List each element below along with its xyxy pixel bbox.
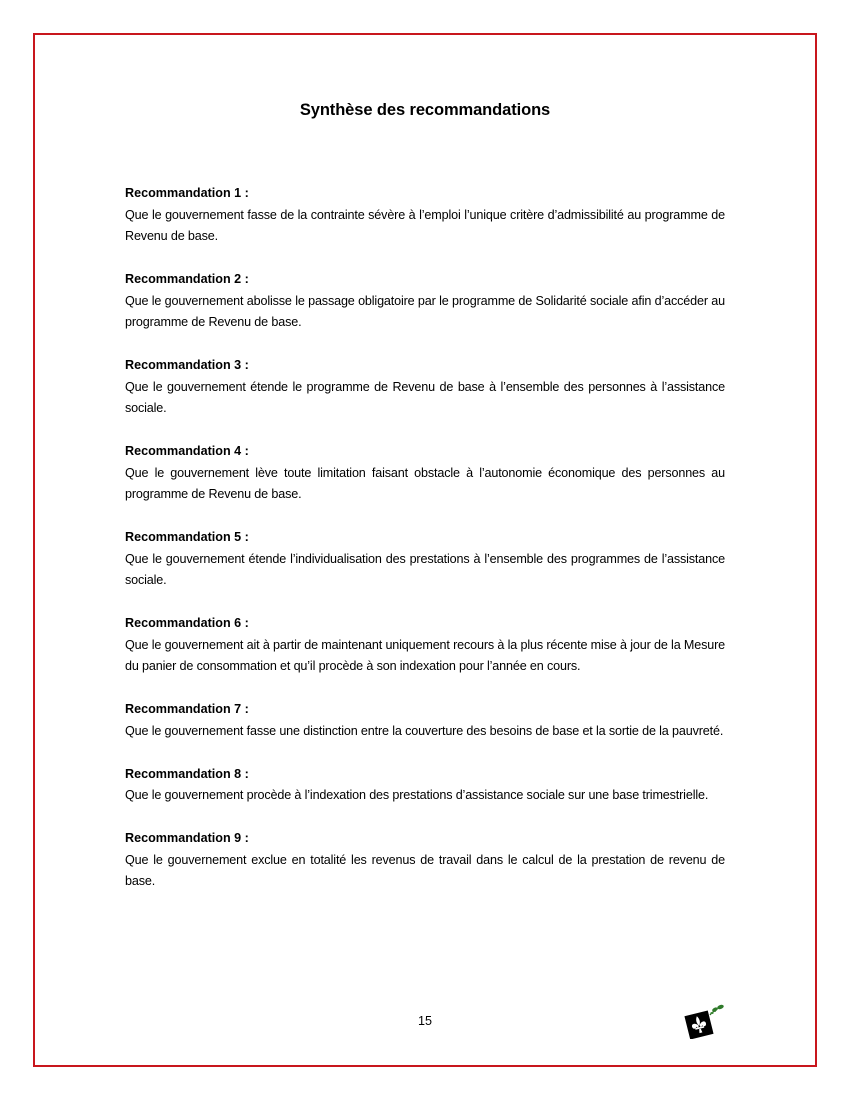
- recommendations-list: [125, 183, 725, 914]
- recommendation-text: Que le gouvernement fasse une distinction entre la couverture des besoins de base et la sortie de la pauvreté.: [125, 723, 724, 738]
- page-number: 15: [417, 1014, 432, 1028]
- recommendation-heading: Recommandation 8 :: [125, 766, 249, 781]
- recommendation-text: Que le gouvernement abolisse le passage obligatoire par le programme de Solidarité sociale afin d’accéder au programme de Revenu de base.: [125, 293, 725, 329]
- recommendation-7: [125, 699, 725, 742]
- recommendation-heading: Recommandation 7 :: [125, 702, 249, 716]
- recommendation-text: Que le gouvernement procède à l’indexation des prestations d’assistance sociale sur une base trimestrielle.: [125, 788, 709, 802]
- recommendation-1: [125, 183, 725, 248]
- recommendation-4: [125, 441, 725, 506]
- recommendation-heading: Recommandation 6 :: [125, 616, 249, 630]
- page-title: Synthèse des recommandations: [299, 101, 551, 119]
- recommendation-text: Que le gouvernement ait à partir de maintenant uniquement recours à la plus récente mise à jour de la Mesure du panier de consommation et qu’il procède à son indexation pour l’année en cours.: [125, 637, 725, 673]
- recommendation-9: [125, 828, 725, 893]
- recommendation-heading: Recommandation 9 :: [125, 831, 249, 845]
- quebec-fleur-de-lis-logo-icon: [684, 1003, 726, 1039]
- recommendation-heading: Recommandation 4 :: [125, 444, 249, 458]
- recommendation-text: Que le gouvernement fasse de la contrainte sévère à l’emploi l’unique critère d’admissibilité au programme de Revenu de base.: [125, 207, 725, 243]
- recommendation-2: [125, 269, 725, 334]
- recommendation-text: Que le gouvernement lève toute limitation faisant obstacle à l’autonomie économique des personnes au programme de Revenu de base.: [125, 465, 725, 501]
- recommendation-8: [125, 764, 725, 807]
- recommendation-6: [125, 613, 725, 678]
- recommendation-heading: Recommandation 5 :: [125, 530, 249, 544]
- recommendation-heading: Recommandation 3 :: [125, 358, 249, 372]
- recommendation-heading: Recommandation 1 :: [125, 186, 249, 200]
- recommendation-text: Que le gouvernement étende l’individualisation des prestations à l’ensemble des programmes de l’assistance sociale.: [125, 551, 725, 587]
- recommendation-3: [125, 355, 725, 420]
- recommendation-text: Que le gouvernement exclue en totalité les revenus de travail dans le calcul de la prestation de revenu de base.: [125, 852, 725, 888]
- recommendation-text: Que le gouvernement étende le programme de Revenu de base à l’ensemble des personnes à l’assistance sociale.: [125, 379, 725, 415]
- recommendation-5: [125, 527, 725, 592]
- recommendation-heading: Recommandation 2 :: [125, 272, 249, 286]
